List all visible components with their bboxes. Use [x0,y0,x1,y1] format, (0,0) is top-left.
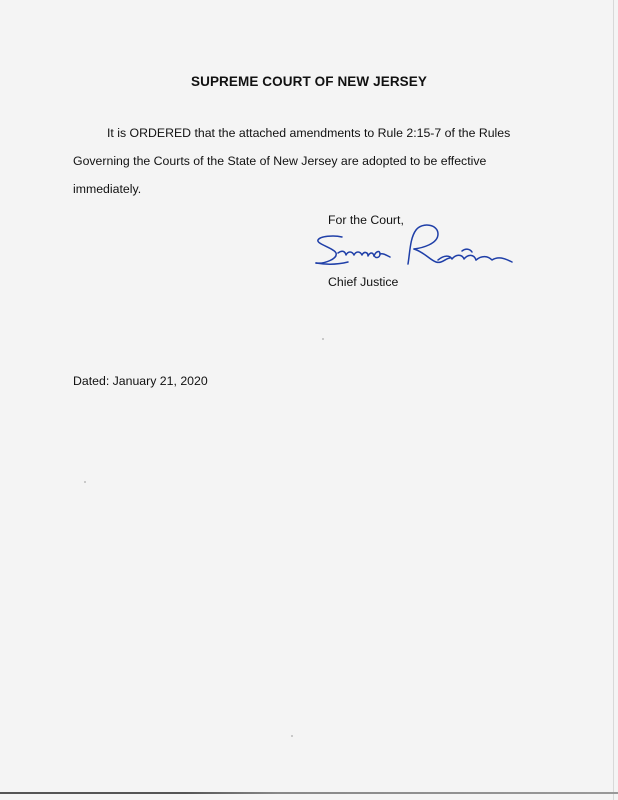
closing-text: For the Court, [328,213,404,227]
signer-title: Chief Justice [328,275,399,289]
scan-speck [291,735,293,737]
order-line: immediately. [73,182,142,196]
scan-speck [84,481,86,483]
dated-line: Dated: January 21, 2020 [73,374,208,388]
handwritten-signature [312,220,517,274]
scan-edge-bottom [0,792,618,794]
scan-speck [322,338,324,340]
scan-edge-right [613,0,614,800]
order-body [73,119,543,203]
order-line: Governing the Courts of the State of New Jersey are adopted to be effective [73,154,487,168]
court-title: SUPREME COURT OF NEW JERSEY [191,74,427,89]
order-line: It is ORDERED that the attached amendments to Rule 2:15-7 of the Rules [107,126,511,140]
